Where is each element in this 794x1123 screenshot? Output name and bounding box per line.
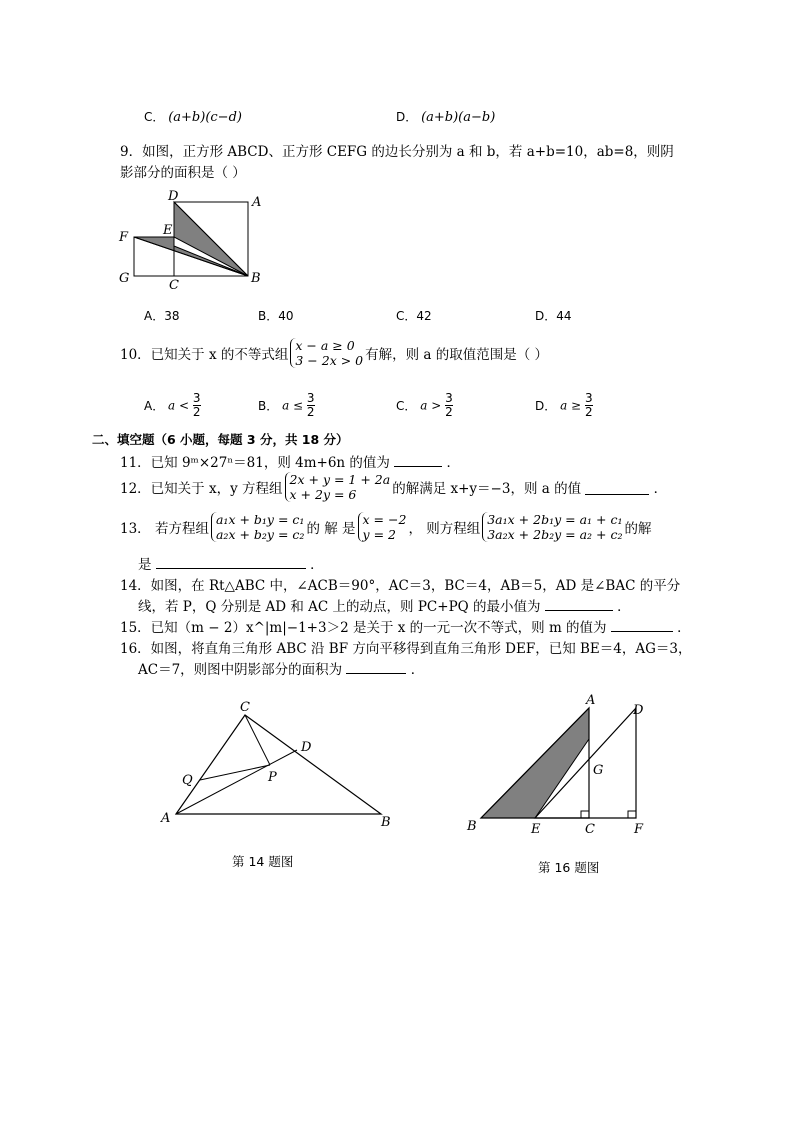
q16-line2-text: AC＝7，则图中阴影部分的面积为 — [138, 662, 343, 678]
q13-sys3-line2: 3a₂x + 2b₂y = a₂ + c₂ — [487, 527, 623, 542]
q13-line2-text: 是 — [138, 557, 152, 573]
q8-option-c — [144, 108, 242, 125]
q13-line2 — [138, 553, 324, 573]
q8-option-d-expr: (a+b)(a−b) — [421, 110, 496, 125]
fig16-label-a: A — [586, 693, 596, 708]
fig16-label-c: C — [585, 822, 595, 837]
fig14-figure — [155, 695, 405, 835]
q12-sys-line2: x + 2y = 6 — [289, 487, 357, 502]
q9-label-c: C — [169, 278, 179, 290]
q10-option-b — [258, 392, 315, 419]
q10-option-c-den: 2 — [445, 405, 453, 419]
q8-option-d-label: D． — [396, 110, 418, 124]
q10-option-c-num: 3 — [445, 391, 453, 405]
q9-label-d: D — [168, 190, 179, 204]
q16-answer-blank[interactable] — [346, 659, 406, 674]
q10-option-d-den: 2 — [584, 405, 593, 419]
q10-option-b-label: B． — [258, 399, 279, 413]
q13-sys3-line1: 3a₁x + 2b₁y = a₁ + c₁ — [487, 512, 623, 527]
q13-end: ． — [310, 557, 324, 573]
fig16-caption: 第 16 题图 — [538, 860, 600, 875]
q10-option-d-rel: a ≥ — [560, 398, 582, 413]
q9-option-c: C．42 — [396, 309, 432, 323]
q9-label-e: E — [163, 223, 173, 238]
q14-end: ． — [617, 599, 631, 615]
q10-option-a-label: A． — [144, 399, 165, 413]
q10-option-a-num: 3 — [192, 391, 201, 405]
q9-label-b: B — [251, 271, 261, 286]
q15-answer-blank[interactable] — [611, 617, 673, 632]
q13-answer-blank[interactable] — [156, 554, 306, 569]
fig16-figure — [460, 690, 660, 840]
q10-sys-line2: 3 − 2x > 0 — [295, 353, 364, 368]
q9-label-f: F — [119, 230, 129, 245]
q11-end: ． — [446, 455, 461, 471]
fig14-triangle-abc — [176, 715, 381, 814]
q10-option-c-label: C． — [396, 399, 417, 413]
q13-mid1: 的 解 是 — [306, 521, 356, 537]
fig16-label-f: F — [634, 822, 644, 837]
q12-answer-blank[interactable] — [585, 480, 649, 495]
q10-option-c-rel: a > — [420, 398, 442, 413]
q13-prefix: 13． 若方程组 — [120, 521, 209, 537]
q9-option-d: D．44 — [535, 309, 572, 323]
fig14-label-c: C — [240, 700, 250, 715]
q16-line2 — [138, 658, 424, 678]
fig14-caption: 第 14 题图 — [232, 854, 294, 869]
q8-option-d — [396, 108, 495, 125]
q10-option-b-den: 2 — [306, 405, 315, 419]
q14-answer-blank[interactable] — [545, 596, 613, 611]
q16-end: ． — [410, 662, 425, 678]
q9-line1: 9．如图，正方形 ABCD、正方形 CEFG 的边长分别为 a 和 b，若 a+b=10，ab=8，则阴 — [120, 144, 674, 160]
q12 — [120, 472, 667, 502]
q10-system — [290, 338, 363, 368]
q10-option-a-frac — [193, 392, 201, 419]
q15-text: 15．已知（m − 2）x^|m|−1+3＞2 是关于 x 的一元一次不等式，则 m 的值为 — [120, 620, 607, 636]
q14-line1: 14．如图，在 Rt△ABC 中，∠ACB＝90°，AC＝3，BC＝4，AB＝5，AD 是∠BAC 的平分 — [120, 578, 681, 594]
fig14-label-q: Q — [182, 773, 193, 788]
q10-option-d-frac — [585, 392, 593, 419]
q9-label-a: A — [252, 195, 262, 210]
q10-option-d — [535, 392, 593, 419]
q13-sys2-line1: x = −2 — [362, 512, 407, 527]
q10-option-b-num: 3 — [306, 391, 315, 405]
q10-option-d-label: D． — [535, 399, 557, 413]
fig14-label-a: A — [161, 811, 171, 826]
q10-option-b-frac — [307, 392, 315, 419]
fig16-label-d: D — [633, 703, 644, 718]
fig14-line-cp — [245, 715, 270, 765]
q15 — [120, 616, 691, 636]
q12-prefix: 12．已知关于 x，y 方程组 — [120, 481, 283, 497]
fig14-label-d: D — [301, 740, 312, 755]
q12-sys-line1: 2x + y = 1 + 2a — [289, 472, 391, 487]
q9-option-b: B．40 — [258, 309, 294, 323]
q13-sys1-line1: a₁x + b₁y = c₁ — [215, 512, 305, 527]
q10-stem — [120, 338, 548, 368]
fig16-right-angle-f — [628, 811, 636, 818]
fig14-label-b: B — [381, 815, 391, 830]
q13-mid2: ， 则方程组 — [408, 521, 481, 537]
q8-option-c-label: C． — [144, 110, 165, 124]
q10-suffix: 有解，则 a 的取值范围是（ ） — [365, 347, 549, 363]
fig16-label-e: E — [531, 822, 541, 837]
q9-option-a: A．38 — [144, 309, 180, 323]
q13-system1 — [211, 512, 304, 542]
q9-line2: 影部分的面积是（ ） — [120, 165, 246, 181]
q11-text: 11．已知 9ᵐ×27ⁿ＝81，则 4m+6n 的值为 — [120, 455, 390, 471]
section2-title: 二、填空题（6 小题，每题 3 分，共 18 分） — [92, 432, 349, 447]
fig14-line-ad — [176, 750, 297, 814]
q10-option-a — [144, 392, 201, 419]
q10-option-c-frac — [445, 392, 453, 419]
q11-answer-blank[interactable] — [394, 452, 442, 467]
q10-sys-line1: x − a ≥ 0 — [295, 338, 355, 353]
q14-line2-text: 线，若 P，Q 分别是 AD 和 AC 上的动点，则 PC+PQ 的最小值为 — [138, 599, 541, 615]
q10-option-a-rel: a < — [168, 398, 190, 413]
q12-suffix: 的解满足 x+y＝−3，则 a 的值 — [392, 481, 582, 497]
q13-sys2-line2: y = 2 — [362, 527, 396, 542]
q12-end: ． — [653, 481, 668, 497]
q15-end: ． — [677, 620, 691, 636]
q11 — [120, 451, 460, 471]
q10-prefix: 10．已知关于 x 的不等式组 — [120, 347, 289, 363]
fig14-line-qp — [200, 765, 270, 780]
q13-sys1-line2: a₂x + b₂y = c₂ — [215, 527, 305, 542]
fig16-label-b: B — [467, 819, 477, 834]
q16-line1: 16．如图，将直角三角形 ABC 沿 BF 方向平移得到直角三角形 DEF，已知 BE＝4，AG＝3， — [120, 641, 692, 657]
q12-system — [285, 472, 391, 502]
q8-option-c-expr: (a+b)(c−d) — [168, 110, 242, 125]
q13-system2 — [358, 512, 407, 542]
q13-mid3: 的解 — [624, 521, 652, 537]
q10-option-a-den: 2 — [192, 405, 201, 419]
q14-line2 — [138, 595, 631, 615]
q13 — [120, 512, 651, 542]
q10-option-b-rel: a ≤ — [282, 398, 304, 413]
fig14-label-p: P — [268, 770, 277, 785]
q10-option-d-num: 3 — [584, 391, 593, 405]
fig16-right-angle-c — [581, 811, 589, 818]
fig16-label-g: G — [593, 763, 604, 778]
q9-figure — [116, 190, 266, 290]
q13-system3 — [482, 512, 622, 542]
q9-label-g: G — [119, 271, 130, 286]
q10-option-c — [396, 392, 453, 419]
